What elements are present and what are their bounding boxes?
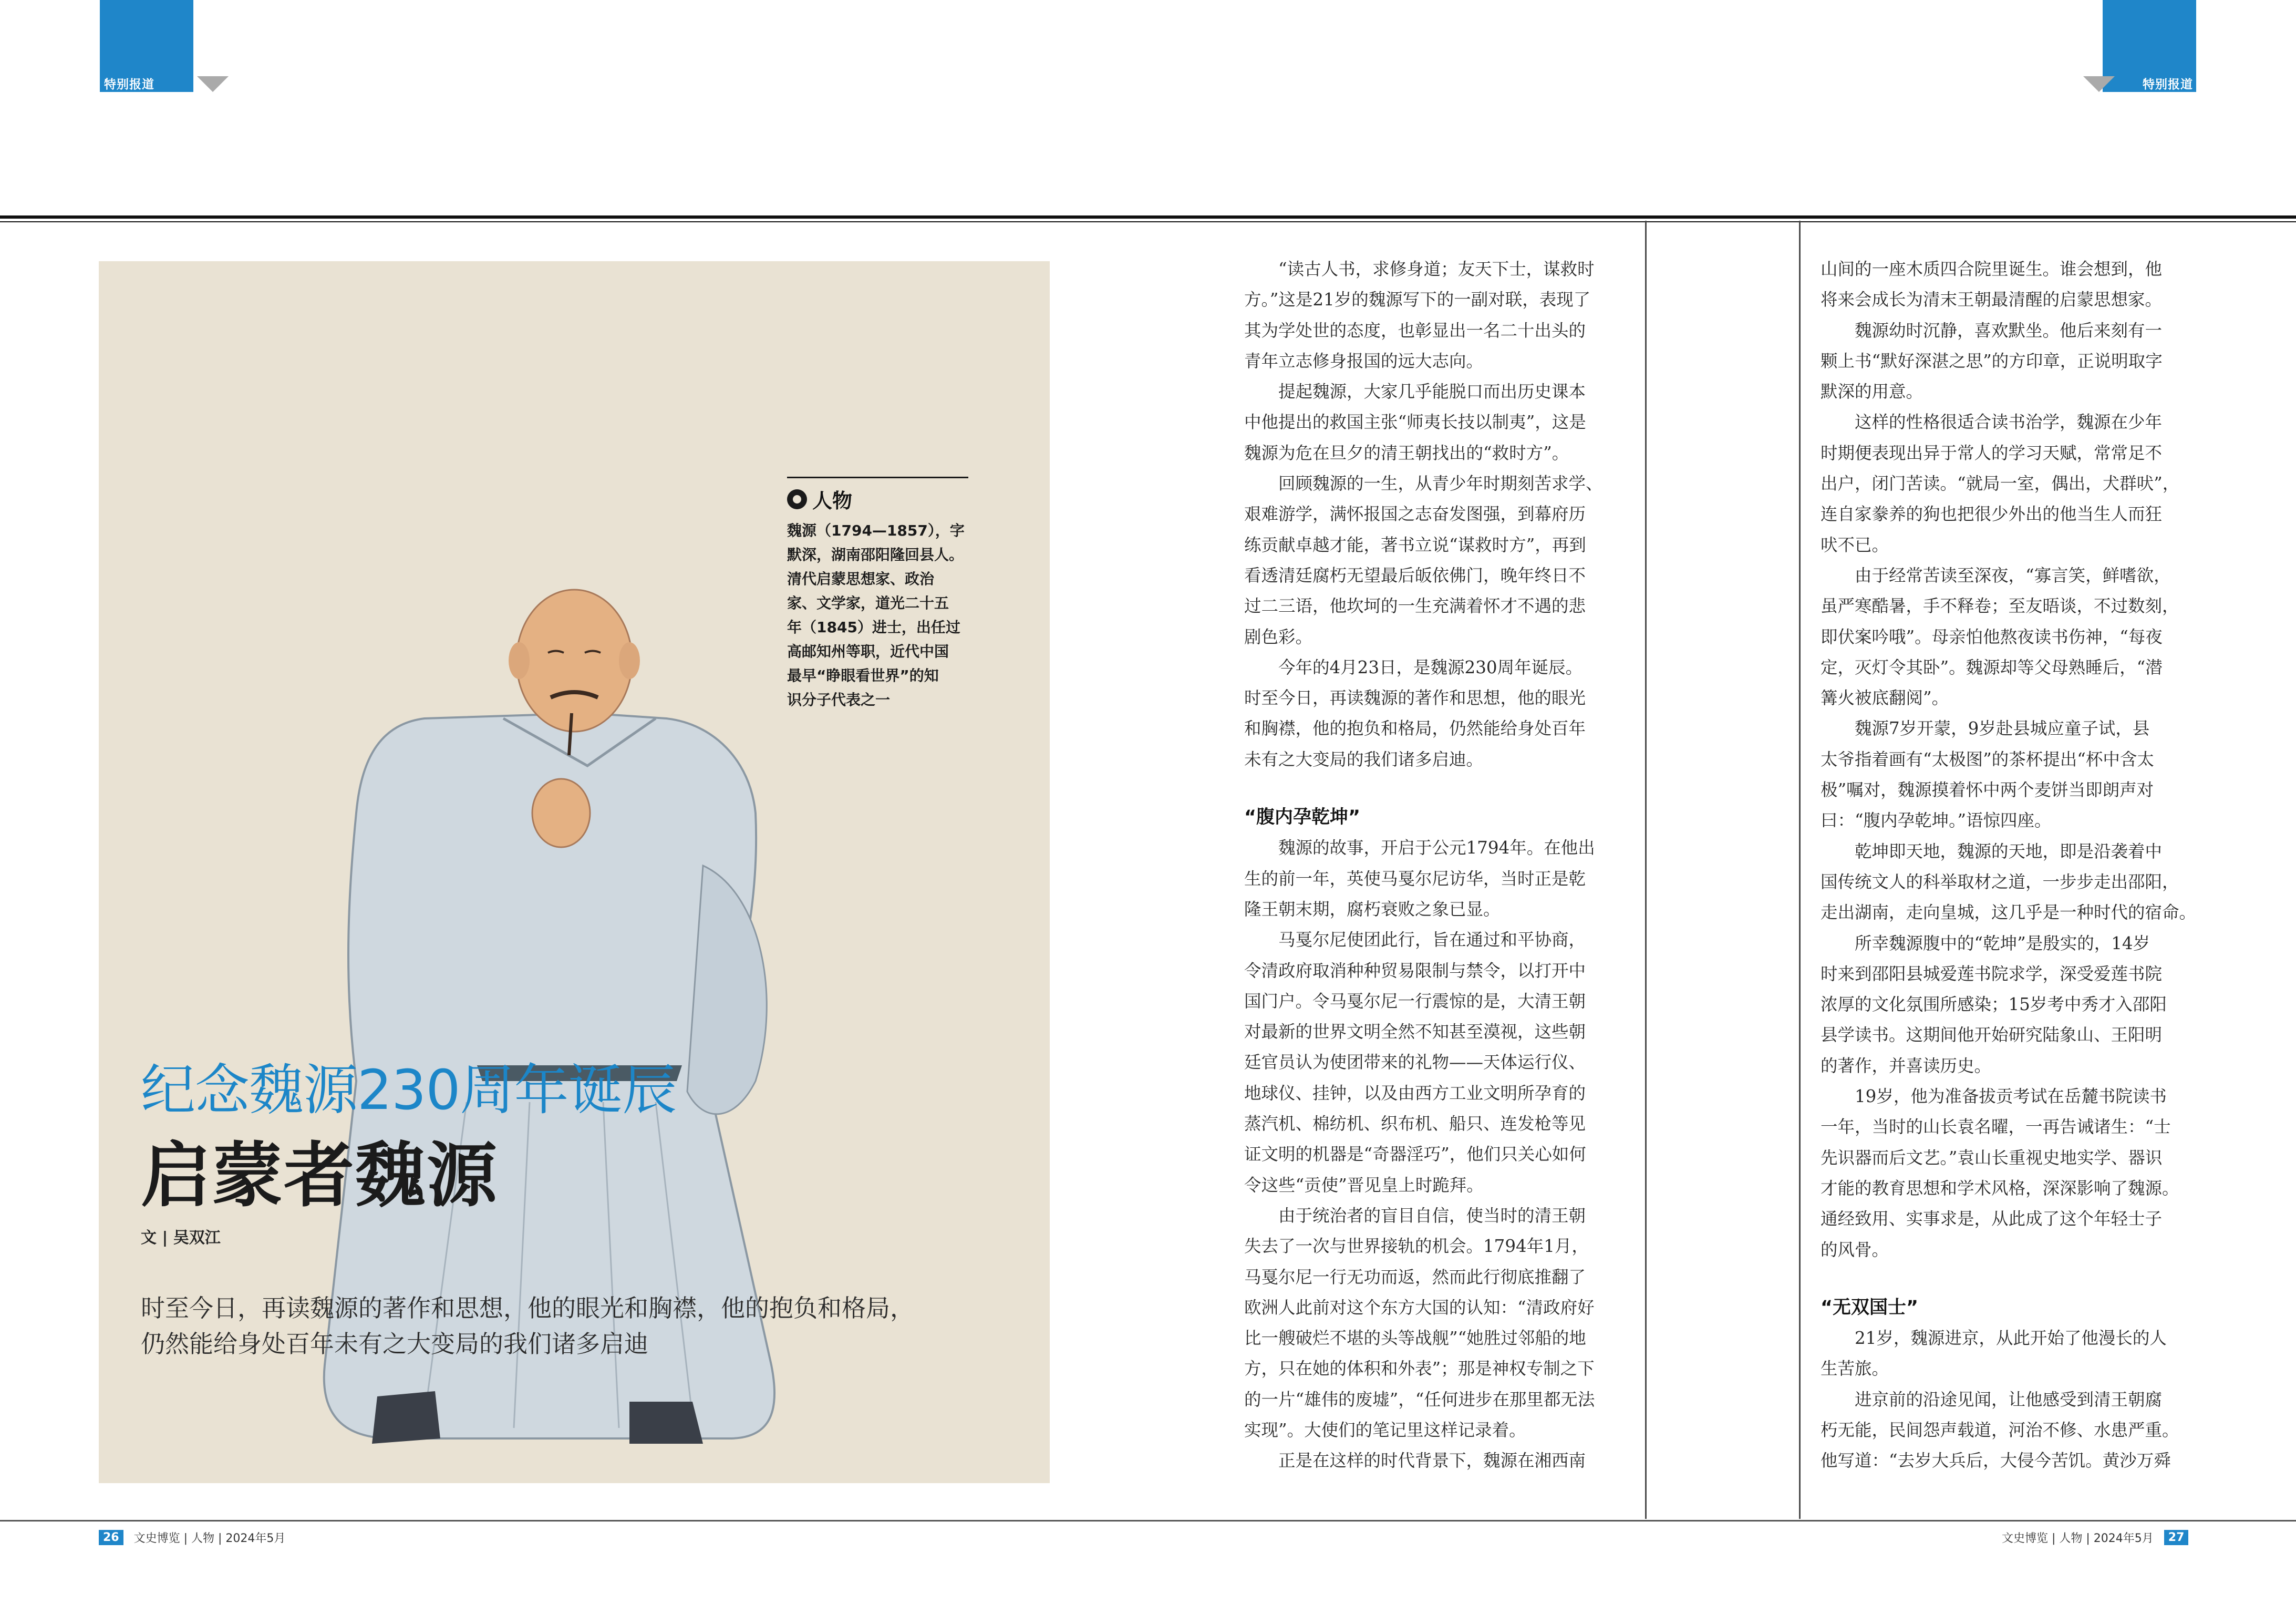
body-line: 的著作，并喜读历史。 <box>1821 1055 1992 1076</box>
body-line: 和胸襟，他的抱负和格局，仍然能给身处百年 <box>1244 718 1586 739</box>
body-line: 极”嘱对，魏源摸着怀中两个麦饼当即朗声对 <box>1821 780 2154 800</box>
caption-heading <box>787 485 968 513</box>
page-number-left: 26 <box>99 1530 123 1545</box>
body-line: 未有之大变局的我们诸多启迪。 <box>1244 749 1484 769</box>
article-deck <box>141 1290 960 1362</box>
deck-line: 时至今日，再读魏源的著作和思想，他的眼光和胸襟，他的抱负和格局， <box>141 1294 914 1322</box>
body-line: 篝火被底翻阅”。 <box>1821 688 1949 708</box>
body-line: 回顾魏源的一生，从青少年时期刻苦求学、 <box>1244 474 1603 494</box>
caption-line: 年（1845）进士，出任过 <box>787 619 960 636</box>
deck-line: 仍然能给身处百年未有之大变局的我们诸多启迪 <box>141 1330 648 1358</box>
caption-line: 家、文学家，道光二十五 <box>787 594 949 612</box>
caption-line: 高邮知州等职，近代中国 <box>787 643 949 660</box>
body-line: 由于经常苦读至深夜，“寡言笑，鲜嗜欲， <box>1821 565 2171 585</box>
folio-right <box>2002 1529 2188 1546</box>
caption-line: 清代启蒙思想家、政治 <box>787 570 935 588</box>
body-line: 曰：“腹内孕乾坤。”语惊四座。 <box>1821 810 2052 831</box>
body-line: 19岁，他为准备拔贡考试在岳麓书院读书 <box>1821 1086 2167 1107</box>
page-number-right: 27 <box>2164 1530 2189 1545</box>
caption-line: 默深，湖南邵阳隆回县人。 <box>787 546 964 563</box>
person-icon <box>787 489 807 509</box>
body-line: 虽严寒酷暑，手不释卷；至友晤谈，不过数刻， <box>1821 596 2179 616</box>
footer-rule <box>0 1520 2296 1522</box>
body-line: 颗上书“默好深湛之思”的方印章，正说明取字 <box>1821 351 2163 371</box>
body-line: 隆王朝末期，腐朽衰败之象已显。 <box>1244 899 1501 919</box>
body-line: 浓厚的文化氛围所感染；15岁考中秀才入邵阳 <box>1821 994 2167 1015</box>
body-line: 的一片“雄伟的废墟”，“任何进步在那里都无法 <box>1244 1389 1595 1410</box>
body-line: 21岁，魏源进京，从此开始了他漫长的人 <box>1821 1328 2167 1349</box>
body-line: 魏源幼时沉静，喜欢默坐。他后来刻有一 <box>1821 320 2163 341</box>
body-line: 剧色彩。 <box>1244 626 1313 647</box>
body-line: 时期便表现出异于常人的学习天赋，常常足不 <box>1821 443 2163 463</box>
body-line: 欧洲人此前对这个东方大国的认知：“清政府好 <box>1244 1297 1595 1318</box>
caption-body <box>787 519 968 712</box>
body-line: 县学读书。这期间他开始研究陆象山、王阳明 <box>1821 1025 2163 1045</box>
body-line: 廷官员认为使团带来的礼物——天体运行仪、 <box>1244 1052 1586 1073</box>
body-line: 魏源7岁开蒙，9岁赴县城应童子试，县 <box>1821 718 2150 739</box>
body-line: 太爷指着画有“太极图”的茶杯提出“杯中含太 <box>1821 749 2154 769</box>
body-line: 方，只在她的体积和外表”；那是神权专制之下 <box>1244 1359 1595 1379</box>
body-line: 今年的4月23日，是魏源230周年诞辰。 <box>1244 657 1583 677</box>
body-line: 令清政府取消种种贸易限制与禁令，以打开中 <box>1244 960 1586 981</box>
portrait-caption <box>787 477 968 712</box>
body-line: 中他提出的救国主张“师夷长技以制夷”，这是 <box>1244 412 1586 433</box>
body-line: 蒸汽机、棉纺机、织布机、船只、连发枪等见 <box>1244 1114 1586 1134</box>
body-line: 过二三语，他坎坷的一生充满着怀才不遇的悲 <box>1244 596 1586 616</box>
caption-line: 识分子代表之一 <box>787 691 891 708</box>
caption-rule <box>787 477 968 478</box>
section-heading: “无双国士” <box>1821 1297 1919 1318</box>
body-line: 出户，闭门苦读。“就局一室，偶出，犬群吠”， <box>1821 474 2180 494</box>
body-line: 对最新的世界文明全然不知甚至漠视，这些朝 <box>1244 1022 1586 1042</box>
folio-text-left: 文史博览 | 人物 | 2024年5月 <box>133 1532 286 1545</box>
body-line: 实现”。大使们的笔记里这样记录着。 <box>1244 1420 1526 1440</box>
body-line: 国传统文人的科举取材之道，一步步走出邵阳， <box>1821 871 2179 892</box>
body-line: 国门户。令马戛尔尼一行震惊的是，大清王朝 <box>1244 991 1586 1011</box>
body-line: 进京前的沿途见闻，让他感受到清王朝腐 <box>1821 1389 2163 1410</box>
body-line: 失去了一次与世界接轨的机会。1794年1月， <box>1244 1236 1589 1257</box>
caption-line: 魏源（1794—1857），字 <box>787 522 965 539</box>
author-byline: 文 | 吴双江 <box>141 1229 221 1247</box>
body-line: 的风骨。 <box>1821 1239 1889 1260</box>
column-divider-right <box>1799 221 1801 1519</box>
body-line: 时至今日，再读魏源的著作和思想，他的眼光 <box>1244 688 1586 708</box>
body-line: 魏源的故事，开启于公元1794年。在他出 <box>1244 838 1595 858</box>
body-line: 方。”这是21岁的魏源写下的一副对联，表现了 <box>1244 290 1591 310</box>
body-line: 默深的用意。 <box>1821 382 1923 402</box>
article-title: 启蒙者魏源 <box>141 1135 499 1217</box>
body-column-2 <box>1821 254 2196 1476</box>
tab-corner-left <box>197 76 229 92</box>
folio-text-right: 文史博览 | 人物 | 2024年5月 <box>2002 1532 2154 1545</box>
body-line: 才能的教育思想和学术风格，深深影响了魏源。 <box>1821 1178 2179 1198</box>
body-line: 走出湖南，走向皇城，这几乎是一种时代的宿命。 <box>1821 902 2197 923</box>
body-line: 时来到邵阳县城爱莲书院求学，深受爱莲书院 <box>1821 963 2163 984</box>
body-line: 马戛尔尼使团此行，旨在通过和平协商， <box>1244 930 1586 950</box>
caption-line: 最早“睁眼看世界”的知 <box>787 667 939 684</box>
article-subtitle: 纪念魏源230周年诞辰 <box>141 1058 677 1122</box>
body-line: 其为学处世的态度，也彰显出一名二十出头的 <box>1244 320 1586 341</box>
body-line: 即伏案吟哦”。母亲怕他熬夜读书伤神，“每夜 <box>1821 626 2163 647</box>
body-line: 生苦旅。 <box>1821 1359 1889 1379</box>
body-line: 看透清廷腐朽无望最后皈依佛门，晚年终日不 <box>1244 565 1586 585</box>
body-column-1 <box>1244 254 1603 1476</box>
body-line: 先识器而后文艺。”袁山长重视史地实学、器识 <box>1821 1147 2163 1168</box>
tab-corner-right <box>2083 76 2115 92</box>
body-line: 令这些“贡使”晋见皇上时跪拜。 <box>1244 1175 1484 1195</box>
caption-heading-text: 人物 <box>812 489 853 512</box>
body-line: 生的前一年，英使马戛尔尼访华，当时正是乾 <box>1244 868 1586 889</box>
section-label-right: 特别报道 <box>2143 78 2193 91</box>
body-line: 所幸魏源腹中的“乾坤”是殷实的，14岁 <box>1821 933 2150 953</box>
body-line: 连自家豢养的狗也把很少外出的他当生人而狂 <box>1821 504 2163 525</box>
body-line: 山间的一座木质四合院里诞生。谁会想到，他 <box>1821 259 2163 279</box>
body-line: 朽无能，民间怨声载道，河治不修、水患严重。 <box>1821 1420 2179 1440</box>
body-line: 青年立志修身报国的远大志向。 <box>1244 351 1484 371</box>
body-line: 由于统治者的盲目自信，使当时的清王朝 <box>1244 1205 1586 1226</box>
body-line: 将来会成长为清末王朝最清醒的启蒙思想家。 <box>1821 290 2163 310</box>
header-rule-thin <box>0 221 2296 222</box>
body-line: “读古人书，求修身道；友天下士，谋救时 <box>1244 259 1595 279</box>
body-line: 艰难游学，满怀报国之志奋发图强，到幕府历 <box>1244 504 1586 525</box>
column-divider-left <box>1645 221 1647 1519</box>
body-line: 通经致用、实事求是，从此成了这个年轻士子 <box>1821 1209 2163 1229</box>
body-line: 一年，当时的山长袁名曜，一再告诫诸生：“士 <box>1821 1117 2171 1137</box>
section-label-left: 特别报道 <box>104 78 154 91</box>
body-line: 魏源为危在旦夕的清王朝找出的“救时方”。 <box>1244 443 1569 463</box>
body-line: 定，灭灯令其卧”。魏源却等父母熟睡后，“潜 <box>1821 657 2163 677</box>
folio-left <box>99 1529 285 1546</box>
body-line: 比一艘破烂不堪的头等战舰”“她胜过邻船的地 <box>1244 1328 1586 1349</box>
paragraph-gap <box>1821 1265 2196 1292</box>
body-line: 乾坤即天地，魏源的天地，即是沿袭着中 <box>1821 841 2163 861</box>
section-heading: “腹内孕乾坤” <box>1244 807 1361 828</box>
body-line: 正是在这样的时代背景下，魏源在湘西南 <box>1244 1451 1586 1471</box>
body-line: 练贡献卓越才能，著书立说“谋救时方”，再到 <box>1244 534 1586 555</box>
header-rule <box>0 215 2296 219</box>
paragraph-gap <box>1244 775 1603 802</box>
body-line: 提起魏源，大家几乎能脱口而出历史课本 <box>1244 382 1586 402</box>
body-line: 他写道：“去岁大兵后，大侵今苦饥。黄沙万舜 <box>1821 1451 2171 1471</box>
body-line: 地球仪、挂钟，以及由西方工业文明所孕育的 <box>1244 1083 1586 1103</box>
body-line: 这样的性格很适合读书治学，魏源在少年 <box>1821 412 2163 433</box>
body-line: 马戛尔尼一行无功而返，然而此行彻底推翻了 <box>1244 1267 1586 1287</box>
body-line: 吠不已。 <box>1821 534 1889 555</box>
body-line: 证文明的机器是“奇器淫巧”，他们只关心如何 <box>1244 1144 1586 1165</box>
